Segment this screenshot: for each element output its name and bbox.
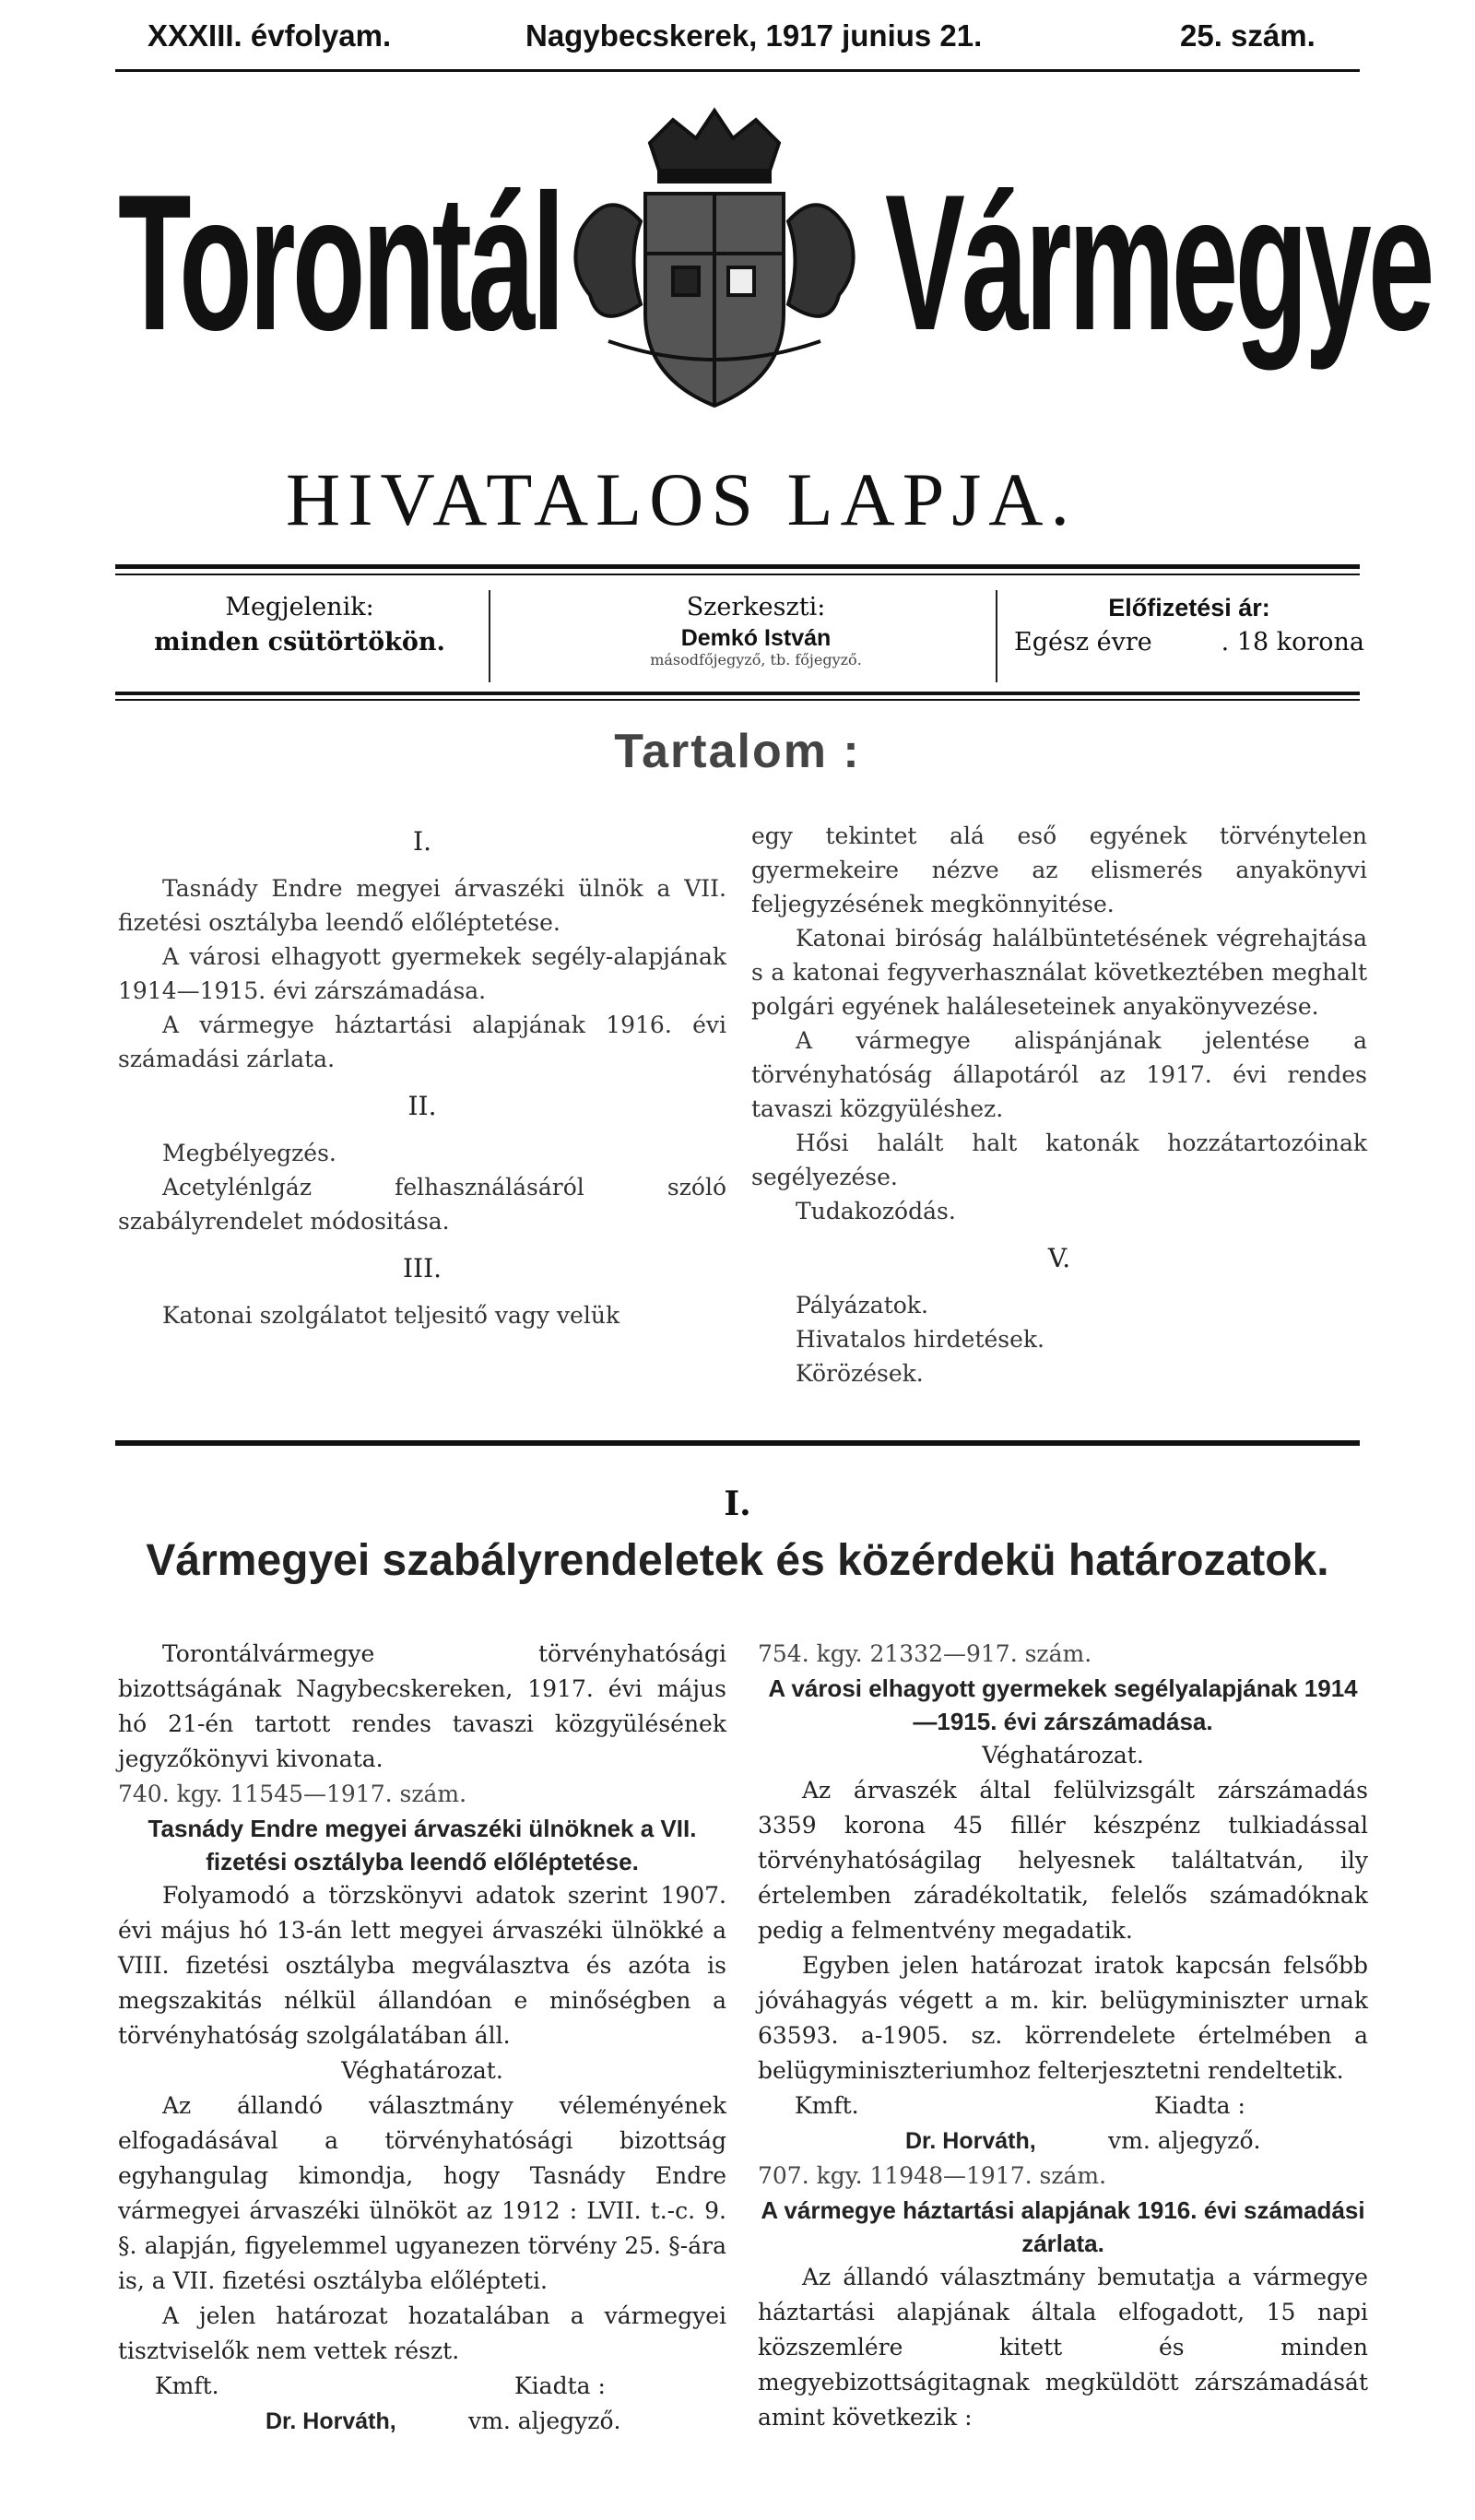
editor-block — [516, 590, 996, 669]
place-date: Nagybecskerek, 1917 junius 21. — [525, 18, 983, 53]
decision-heading: Véghatározat. — [341, 2057, 503, 2084]
paragraph: A jelen határozat hozatalában a vármegyei tisztviselők nem vettek részt. — [118, 2302, 726, 2364]
subscription-price: . 18 korona — [1221, 628, 1364, 657]
body-left-column — [118, 1637, 726, 2439]
reference-number: 707. kgy. 11948—1917. szám. — [758, 2162, 1107, 2189]
contents-left-column — [118, 811, 726, 1332]
signature-issued: Kiadta : — [514, 2372, 606, 2399]
masthead-left-word: Torontál — [118, 154, 562, 371]
decision-heading: Véghatározat. — [982, 1742, 1144, 1769]
masthead-right-word: Vármegye — [885, 154, 1432, 371]
signature-issued: Kiadta : — [1154, 2092, 1245, 2119]
section-heading: Vármegyei szabályrendeletek és közérdekü határozatok. — [146, 1536, 1329, 1585]
contents-entry: Körözések. — [796, 1360, 924, 1387]
header-line — [115, 18, 1360, 55]
subscription-label: Előfizetési ár: — [1108, 594, 1270, 621]
reference-number: 740. kgy. 11545—1917. szám. — [118, 1781, 467, 1807]
item-heading: A városi elhagyott gyermekek segélyalapjának 1914—1915. évi zárszámadása. — [768, 1674, 1358, 1735]
contents-rule — [115, 1440, 1360, 1446]
signature-kmft: Kmft. — [795, 2092, 859, 2119]
signature-kmft: Kmft. — [155, 2372, 219, 2399]
contents-right-column — [751, 819, 1367, 1390]
contents-entry: Katonai biróság halálbüntetésének végrehajtása s a katonai fegyverhasználat következtében meghalt polgári egyének haláleseteinek anyakönyvezése. — [751, 925, 1367, 1020]
contents-title: Tartalom : — [614, 725, 861, 778]
subscription-period: Egész évre — [1014, 628, 1152, 657]
header-rule — [115, 69, 1360, 72]
masthead-subtitle: HIVATALOS LAPJA. — [286, 457, 1077, 541]
signature-line — [758, 2124, 1368, 2159]
contents-entry: A vármegye háztartási alapjának 1916. évi számadási zárlata. — [118, 1012, 726, 1072]
contents-entry: Megbélyegzés. — [162, 1140, 336, 1166]
signatory-title: vm. aljegyző. — [468, 2408, 621, 2434]
contents-entry: Tasnády Endre megyei árvaszéki ülnök a VII. fizetési osztályba leendő előléptetése. — [118, 875, 726, 936]
paragraph: Az állandó választmány bemutatja a vármegye háztartási alapjának általa elfogadott, 15 napi közszemlére kitett és minden megyebizottságitagnak megküldött zárszámadását amint következik : — [758, 2264, 1368, 2431]
paragraph: egy tekintet alá eső egyének törvénytelen gyermekeire nézve az elismerés anyakönyvi feljegyzésének megkönnyitése. — [751, 822, 1367, 917]
editor-name: Demkó István — [680, 625, 832, 651]
schedule-label: Megjelenik: — [225, 593, 374, 621]
volume-label: XXXIII. évfolyam. — [148, 18, 392, 53]
masthead-rule — [115, 564, 1360, 569]
contents-section-number: III. — [402, 1253, 442, 1284]
info-divider — [996, 590, 997, 682]
editor-label: Szerkeszti: — [686, 593, 826, 621]
subscription-block — [1014, 590, 1364, 660]
paragraph: Egyben jelen határozat iratok kapcsán felsőbb jóváhagyás végett a m. kir. belügyminiszter urnak 63593. a-1905. sz. körrendelete értelmében a belügyminiszteriumhoz felterjesztetni rendeltetik. — [758, 1952, 1368, 2084]
contents-entry: Pályázatok. — [796, 1292, 928, 1319]
item-heading: A vármegye háztartási alapjának 1916. évi számadási zárlata. — [761, 2196, 1365, 2257]
section-number: I. — [724, 1485, 751, 1523]
signature-line — [758, 2088, 1368, 2124]
paragraph: Az árvaszék által felülvizsgált zárszámadás 3359 korona 45 fillér készpénz tulkiadással törvényhatóságilag helyesnek találtatván, ily értelemben záradékoltatik, felelős számadóknak pedig a felmentvény megadatik. — [758, 1777, 1368, 1944]
contents-entry: Hősi halált halt katonák hozzátartozóinak segélyezése. — [751, 1130, 1367, 1190]
signatory-name: Dr. Horváth, — [266, 2408, 396, 2434]
paragraph: Folyamodó a törzskönyvi adatok szerint 1907. évi május hó 13-án lett megyei árvaszéki ülnökké a VIII. fizetési osztályba megválasztva és azóta is megszakitás nélkül állandóan e minőségben a törvényhatóság szolgálatában áll. — [118, 1882, 726, 2049]
info-divider — [489, 590, 490, 682]
editor-title: másodfőjegyző, tb. főjegyző. — [650, 651, 862, 668]
reference-number: 754. kgy. 21332—917. szám. — [758, 1640, 1092, 1667]
info-rule — [115, 692, 1360, 695]
coat-of-arms-icon — [562, 101, 867, 433]
body-right-column — [758, 1637, 1368, 2435]
contents-entry: A városi elhagyott gyermekek segély-alapjának 1914—1915. évi zárszámadása. — [118, 943, 726, 1004]
signature-line — [118, 2369, 726, 2404]
paragraph: Az állandó választmány véleményének elfogadásával a törvényhatósági bizottság egyhangulag kimondja, hogy Tasnády Endre vármegyei árvaszéki ülnököt az 1912 : LVII. t.-c. 9. §. alapján, figyelemmel ugyanezen törvény 25. §-ára is, a VII. fizetési osztályba előlépteti. — [118, 2092, 726, 2294]
contents-section-number: II. — [407, 1091, 437, 1121]
info-rule-thin — [115, 699, 1360, 701]
contents-entry: Hivatalos hirdetések. — [796, 1326, 1045, 1353]
contents-entry: A vármegye alispánjának jelentése a törvényhatóság állapotáról az 1917. évi rendes tavaszi közgyüléshez. — [751, 1027, 1367, 1122]
signature-line — [118, 2404, 726, 2439]
signatory-name: Dr. Horváth, — [905, 2128, 1036, 2154]
contents-entry: Katonai szolgálatot teljesitő vagy velük — [162, 1302, 620, 1329]
masthead-rule-thin — [115, 574, 1360, 575]
issue-number: 25. szám. — [1180, 18, 1316, 53]
signatory-title: vm. aljegyző. — [1108, 2127, 1261, 2154]
contents-entry: Acetylénlgáz felhasználásáról szóló szabályrendelet módositása. — [118, 1174, 726, 1235]
schedule-value: minden csütörtökön. — [154, 628, 445, 657]
contents-entry: Tudakozódás. — [796, 1198, 956, 1225]
item-heading: Tasnády Endre megyei árvaszéki ülnöknek a VII. fizetési osztályba leendő előléptetése. — [148, 1815, 697, 1875]
contents-section-number: V. — [1047, 1243, 1071, 1273]
publication-schedule — [129, 590, 470, 660]
paragraph: Torontálvármegye törvényhatósági bizottságának Nagybecskereken, 1917. évi május hó 21-én tartott rendes tavaszi közgyülésének jegyzőkönyvi kivonata. — [118, 1640, 726, 1772]
contents-section-number: I. — [413, 826, 431, 857]
